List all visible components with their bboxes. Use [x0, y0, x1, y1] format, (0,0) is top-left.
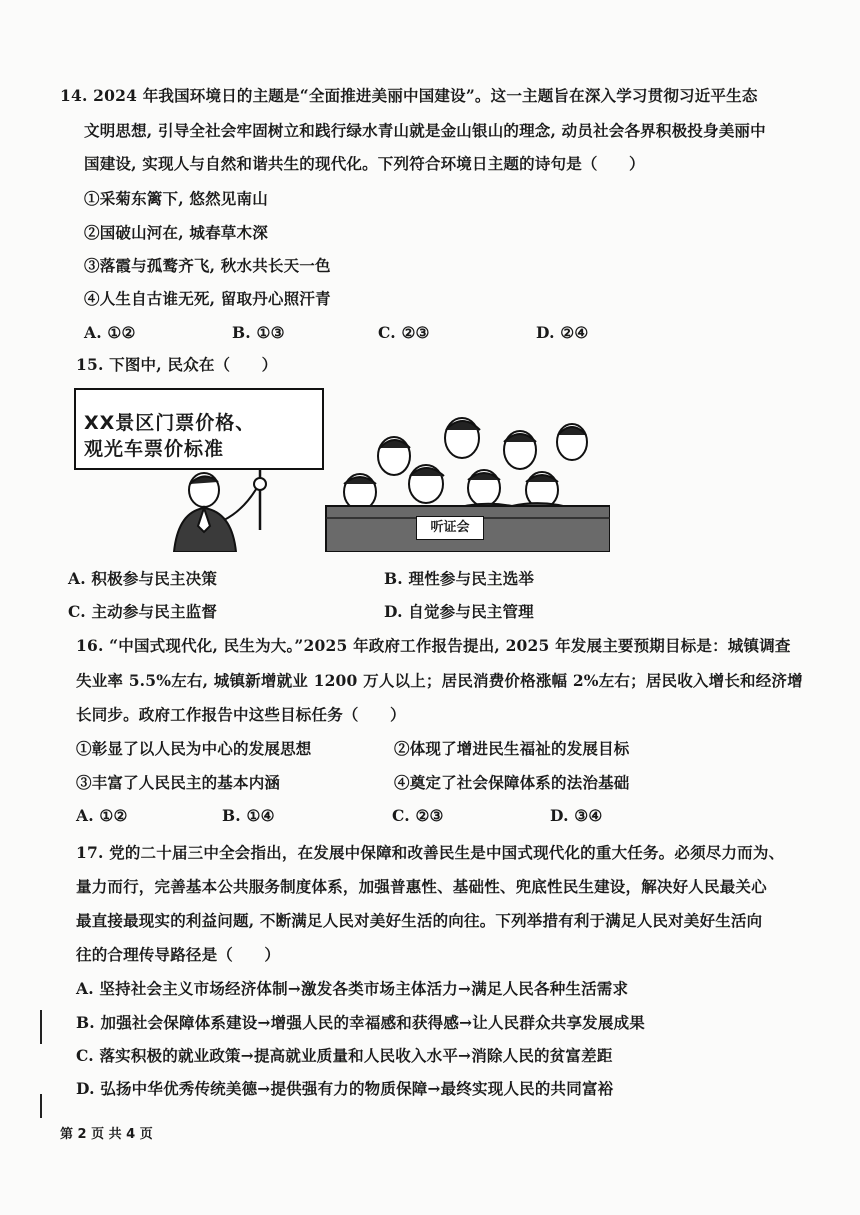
page-footer: 第 2 页 共 4 页 [60, 1127, 153, 1142]
q16-stem-line-2: 失业率 5.5%左右, 城镇新增就业 1200 万人以上；居民消费价格涨幅 2%左右；居民收入增长和经济增 [76, 671, 803, 690]
q14-item-2: ②国破山河在, 城春草木深 [84, 223, 268, 242]
q17-option-b[interactable]: B. 加强社会保障体系建设→增强人民的幸福感和获得感→让人民群众共享发展成果 [76, 1013, 645, 1032]
q17-stem-line-1: 17. 党的二十届三中全会指出，在发展中保障和改善民生是中国式现代化的重大任务。必须尽力而为、 [76, 843, 785, 862]
hearing-label: 听证会 [416, 516, 484, 540]
q14-item-1: ①采菊东篱下, 悠然见南山 [84, 189, 268, 208]
q16-option-d[interactable]: D. ③④ [550, 806, 603, 825]
q14-item-4: ④人生自古谁无死, 留取丹心照汗青 [84, 289, 331, 308]
q16-stem-line-3: 长同步。政府工作报告中这些目标任务（ ） [76, 705, 406, 724]
sign-line-2: 观光车票价标准 [84, 438, 225, 460]
q16-item-3: ③丰富了人民民主的基本内涵 [76, 773, 281, 792]
q16-item-1: ①彰显了以人民为中心的发展思想 [76, 739, 312, 758]
q14-stem-line-3: 国建设, 实现人与自然和谐共生的现代化。下列符合环境日主题的诗句是（ ） [84, 154, 645, 173]
q15-option-c[interactable]: C. 主动参与民主监督 [68, 602, 218, 621]
q16-option-c[interactable]: C. ②③ [392, 806, 444, 825]
sign-holder-figure [174, 473, 266, 552]
q16-option-a[interactable]: A. ①② [76, 806, 128, 825]
q14-option-c[interactable]: C. ②③ [378, 323, 430, 342]
q14-stem-line-2: 文明思想, 引导全社会牢固树立和践行绿水青山就是金山银山的理念, 动员社会各界积极投身美丽中 [84, 121, 766, 140]
q14-option-b[interactable]: B. ①③ [232, 323, 285, 342]
q16-item-2: ②体现了增进民生福祉的发展目标 [394, 739, 630, 758]
q17-stem-line-2: 量力而行，完善基本公共服务制度体系，加强普惠性、基础性、兜底性民生建设，解决好人民最关心 [76, 877, 767, 896]
q15-stem: 15. 下图中, 民众在（ ） [76, 355, 278, 374]
q14-stem-line-1: 14. 2024 年我国环境日的主题是“全面推进美丽中国建设”。这一主题旨在深入学习贯彻习近平生态 [60, 86, 758, 105]
scan-mark [40, 1010, 42, 1044]
q14-option-a[interactable]: A. ①② [84, 323, 136, 342]
q17-option-d[interactable]: D. 弘扬中华优秀传统美德→提供强有力的物质保障→最终实现人民的共同富裕 [76, 1079, 614, 1098]
q14-item-3: ③落霞与孤鹜齐飞, 秋水共长天一色 [84, 256, 331, 275]
q14-option-d[interactable]: D. ②④ [536, 323, 589, 342]
q17-stem-line-4: 往的合理传导路径是（ ） [76, 945, 281, 964]
scan-mark [40, 1094, 42, 1118]
q15-option-a[interactable]: A. 积极参与民主决策 [68, 569, 218, 588]
q16-stem-line-1: 16. “中国式现代化, 民生为大。”2025 年政府工作报告提出, 2025 年发展主要预期目标是：城镇调查 [76, 636, 791, 655]
q17-stem-line-3: 最直接最现实的利益问题, 不断满足人民对美好生活的向往。下列举措有利于满足人民对美好生活向 [76, 911, 763, 930]
price-sign [74, 388, 324, 470]
q15-option-d[interactable]: D. 自觉参与民主管理 [384, 602, 534, 621]
q16-option-b[interactable]: B. ①④ [222, 806, 275, 825]
hearing-cartoon [74, 380, 610, 552]
q17-option-a[interactable]: A. 坚持社会主义市场经济体制→激发各类市场主体活力→满足人民各种生活需求 [76, 979, 629, 998]
sign-line-1: XX景区门票价格、 [84, 412, 256, 434]
q15-option-b[interactable]: B. 理性参与民主选举 [384, 569, 535, 588]
q16-item-4: ④奠定了社会保障体系的法治基础 [394, 773, 630, 792]
q17-option-c[interactable]: C. 落实积极的就业政策→提高就业质量和人民收入水平→消除人民的贫富差距 [76, 1046, 613, 1065]
